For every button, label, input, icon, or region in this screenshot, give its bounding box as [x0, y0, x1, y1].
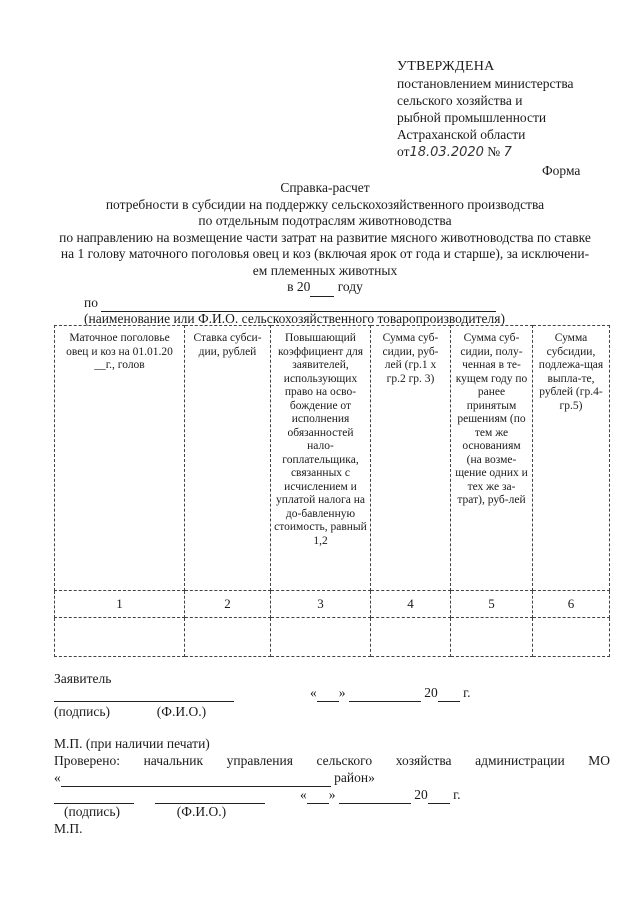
sign-caption: (подпись): [54, 704, 111, 719]
approval-block: [397, 58, 574, 161]
checked-by: Проверено: начальник управления сельского хозяйства администрации МО: [54, 753, 610, 768]
approval-line: рыбной промышленности: [397, 110, 547, 125]
year-blank: [438, 684, 460, 702]
recipient-prefix: по: [84, 295, 98, 310]
form-label: Форма: [542, 163, 581, 178]
fio-caption: (Ф.И.О.): [176, 804, 227, 819]
recipient-caption: (наименование или Ф.И.О. сельскохозяйственного товаропроизводителя): [84, 311, 505, 326]
stamp-short: М.П.: [54, 821, 83, 836]
table-row: [55, 618, 610, 657]
recipient-line: [84, 295, 496, 312]
checker-date: [300, 786, 461, 804]
district-blank: [61, 769, 331, 787]
date-quote-close: »: [328, 787, 336, 802]
approval-line: Астраханской области: [397, 127, 526, 142]
table-header-cell: Ставка субси-дии, рублей: [185, 326, 271, 591]
column-number: 1: [55, 591, 185, 618]
title-line: Справка-расчет: [280, 180, 370, 195]
table-header-cell: Сумма суб-сидии, руб-лей (гр.1 x гр.2 гр. 3): [371, 326, 451, 591]
approval-line: сельского хозяйства и: [397, 93, 523, 108]
table-header-row: [55, 326, 610, 591]
title-line: на 1 голову маточного поголовья овец и коз (включая ярок от года и старше), за исключени-: [60, 246, 590, 261]
month-blank: [339, 786, 411, 804]
column-number: 3: [271, 591, 371, 618]
day-blank: [317, 684, 339, 702]
signature-blank: [54, 684, 234, 702]
subsidy-table: [54, 325, 610, 657]
day-blank: [307, 786, 329, 804]
table-cell[interactable]: [185, 618, 271, 657]
year-line: [40, 279, 610, 297]
sign-caption: (подпись): [64, 804, 121, 819]
fio-caption: (Ф.И.О.): [156, 704, 207, 719]
year-suffix: г.: [453, 787, 461, 802]
date-prefix: от: [397, 144, 410, 159]
month-blank: [349, 684, 421, 702]
year-prefix: 20: [424, 685, 438, 700]
recipient-blank: [101, 295, 496, 312]
checker-sign-line: [54, 786, 265, 804]
column-number: 6: [533, 591, 610, 618]
approval-date-line: [397, 143, 574, 161]
table-cell[interactable]: [451, 618, 533, 657]
table-cell[interactable]: [55, 618, 185, 657]
applicant-captions: [54, 703, 206, 720]
signature-blank: [54, 786, 134, 804]
table-cell[interactable]: [533, 618, 610, 657]
column-number: 4: [371, 591, 451, 618]
year-blank: [310, 279, 334, 297]
date-quote-open: «: [300, 787, 307, 802]
title-line: по отдельным подотраслям животноводства: [198, 213, 452, 228]
fio-blank: [155, 786, 265, 804]
year-suffix: году: [337, 279, 363, 294]
title-line: по направлению на возмещение части затрат на развитие мясного животноводства по ставке: [59, 229, 591, 245]
applicant-date: [310, 684, 471, 702]
stamp-note: М.П. (при наличии печати): [54, 736, 210, 751]
table-number-row: [55, 591, 610, 618]
title-line: ем племенных животных: [252, 262, 398, 278]
table-cell[interactable]: [371, 618, 451, 657]
handwritten-number: 7: [503, 145, 512, 160]
table-header-cell: Повышающий коэффициент для заявителей, использующих право на осво-бождение от исполнения обязанностей нало-гоплательщика, связанных с исчислением и уплатой налога на до-бавленную стоимость, равный 1,2: [271, 326, 371, 591]
district-suffix: район»: [334, 770, 375, 785]
approval-heading: УТВЕРЖДЕНА: [397, 59, 495, 74]
district-quote: «: [54, 770, 61, 785]
handwritten-date: 18.03.2020: [409, 145, 484, 160]
date-quote-open: «: [310, 685, 317, 700]
applicant-sign-line: [54, 684, 234, 702]
year-prefix: в 20: [287, 279, 311, 294]
district-line: [54, 769, 375, 787]
number-prefix: №: [487, 144, 501, 159]
column-number: 5: [451, 591, 533, 618]
date-quote-close: »: [338, 685, 346, 700]
table-cell[interactable]: [271, 618, 371, 657]
table-header-cell: Маточное поголовье овец и коз на 01.01.20 __г., голов: [55, 326, 185, 591]
year-prefix: 20: [414, 787, 428, 802]
table-header-cell: Сумма субсидии, подлежа-щая выпла-те, рублей (гр.4-гр.5): [533, 326, 610, 591]
year-blank: [428, 786, 450, 804]
document-title: [40, 180, 610, 297]
table-header-cell: Сумма суб-сидии, полу-ченная в те-кущем году по ранее принятым решениям (по тем же основаниям (на возме-щение одних и тех же за-трат), руб-лей: [451, 326, 533, 591]
approval-line: постановлением министерства: [397, 76, 574, 91]
checker-captions: [64, 803, 226, 820]
year-suffix: г.: [463, 685, 471, 700]
applicant-label: Заявитель: [54, 671, 112, 686]
column-number: 2: [185, 591, 271, 618]
title-line: потребности в субсидии на поддержку сельскохозяйственного производства: [105, 196, 545, 212]
